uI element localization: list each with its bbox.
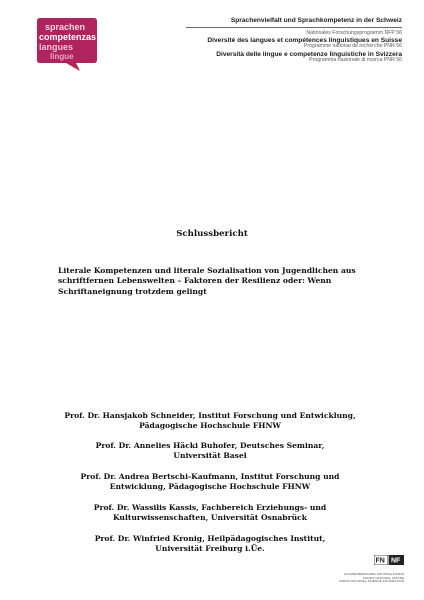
report-title-line: Literale Kompetenzen und literale Sozialisation von Jugendlichen aus [58, 266, 356, 275]
author-line: Universität Basel [173, 451, 247, 461]
author-line: Prof. Dr. Hansjakob Schneider, Institut Forschung und Entwicklung, [64, 411, 356, 420]
author-entry [40, 411, 380, 431]
logo-word-2: competenzas [39, 32, 97, 42]
author-entry [40, 472, 380, 492]
author-line: Kulturwissenschaften, Universität Osnabrück [112, 513, 307, 523]
snf-logo [316, 555, 404, 584]
report-type: Schlussbericht [176, 229, 248, 239]
program-header [186, 18, 402, 65]
program-subtitle-de: Nationales Forschungsprogramm NFP 56 [306, 29, 402, 36]
author-line: Prof. Dr. Andrea Bertschi-Kaufmann, Institut Forschung und [80, 472, 340, 481]
snf-mark-icon [374, 555, 404, 565]
snf-name-en: SWISS NATIONAL SCIENCE FOUNDATION [339, 579, 404, 584]
report-title-line: Schriftaneignung trotzdem gelingt [58, 286, 207, 296]
program-subtitle-fr: Programme national de recherche PNR 56 [303, 43, 402, 50]
author-line: Entwicklung, Pädagogische Hochschule FHNW [109, 482, 311, 492]
snf-name-fr: FONDS NATIONAL SUISSE [363, 575, 404, 580]
logo-word-4: lingue [50, 52, 74, 61]
program-subtitle-it: Programma nazionale di ricerca PNR 56 [309, 57, 402, 64]
author-entry [40, 534, 380, 554]
snf-name-de: SCHWEIZERISCHER NATIONALFONDS [344, 571, 404, 576]
author-line: Pädagogische Hochschule FHNW [139, 421, 281, 431]
program-title-it: Diversità delle lingue e competenze linguistiche in Svizzera [216, 50, 402, 58]
author-line: Prof. Dr. Wassilis Kassis, Fachbereich Erziehungs- und [93, 503, 327, 512]
snf-mark-text: FN [375, 557, 385, 565]
author-line: Universität Freiburg i.Üe. [155, 544, 265, 554]
author-line: Prof. Dr. Annelies Häcki Buhofer, Deutsches Seminar, [95, 441, 325, 450]
report-title-line: schriftfernen Lebenswelten – Faktoren der Resilienz oder: Wenn [58, 276, 332, 286]
author-entry [40, 503, 380, 523]
report-title [58, 266, 376, 297]
program-title-de: Sprachenvielfalt und Sprachkompetenz in der Schweiz [230, 17, 402, 24]
logo-word-1: sprachen [45, 22, 86, 32]
snf-mark-text: NF [391, 557, 401, 565]
program-title-fr: Diversité des langues et compétences linguistiques en Suisse [207, 36, 402, 44]
nfp56-logo [36, 16, 98, 72]
program-divider [186, 27, 402, 28]
author-line: Prof. Dr. Winfried Kronig, Heilpädagogisches Institut, [94, 534, 326, 543]
logo-word-3: langues [39, 42, 74, 52]
author-entry [40, 441, 380, 461]
